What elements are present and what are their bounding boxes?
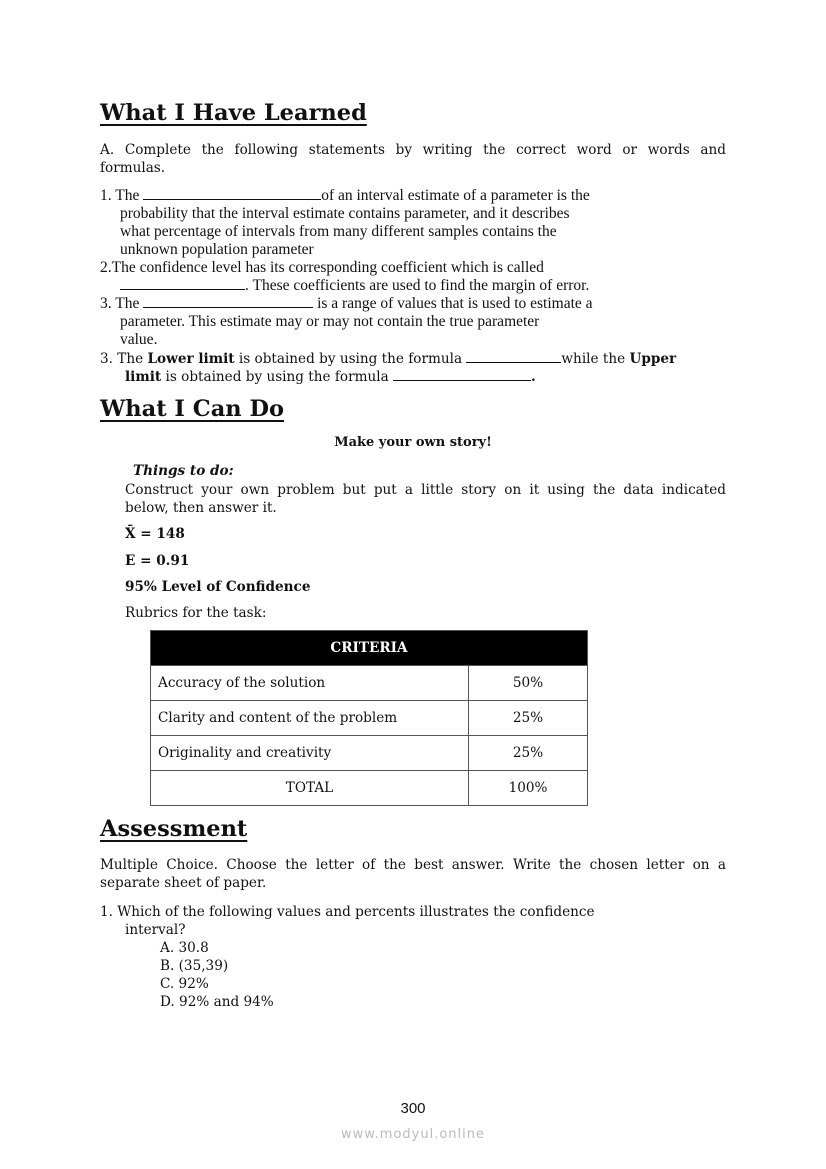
item-text: is a range of values that is used to estimate a — [317, 295, 593, 312]
table-row — [151, 701, 588, 736]
item-2-line — [120, 277, 589, 295]
instruction-line: separate sheet of paper. — [100, 875, 267, 891]
item-number: 3. The — [100, 351, 144, 367]
item-text: is obtained by using the formula — [165, 369, 389, 385]
total-cell: TOTAL — [151, 771, 469, 806]
item-4-line — [125, 368, 536, 385]
table-header: CRITERIA — [151, 631, 588, 666]
period: . — [531, 369, 536, 385]
margin-of-error-value: E = 0.91 — [125, 553, 190, 569]
subtitle: Make your own story! — [334, 435, 492, 450]
question-1: interval? — [125, 922, 186, 938]
instruction-line: Multiple Choice. Choose the letter of the best answer. Write the chosen letter on a — [100, 857, 726, 873]
item-3-line — [100, 295, 593, 313]
table-row — [151, 736, 588, 771]
instruction-line: A. Complete the following statements by writing the correct word or words and — [100, 142, 726, 158]
section-title-what-i-have-learned: What I Have Learned — [100, 100, 367, 126]
criterion-cell: Accuracy of the solution — [151, 666, 469, 701]
item-3-line: parameter. This estimate may or may not contain the true parameter — [120, 313, 540, 330]
weight-cell: 25% — [469, 736, 588, 771]
instruction-line: below, then answer it. — [125, 500, 277, 516]
item-text: is obtained by using the formula — [238, 351, 463, 367]
mean-value: X̄ = 148 — [125, 526, 185, 542]
rubrics-table — [150, 630, 588, 806]
item-2-line: 2.The confidence level has its corresponding coefficient which is called — [100, 259, 544, 276]
section-title-assessment: Assessment — [100, 816, 248, 842]
rubrics-label: Rubrics for the task: — [125, 605, 267, 621]
question-1: 1. Which of the following values and percents illustrates the confidence — [100, 904, 595, 920]
item-number: 3. The — [100, 295, 140, 312]
answer-blank — [143, 187, 321, 200]
confidence-level: 95% Level of Confidence — [125, 579, 311, 595]
criterion-cell: Clarity and content of the problem — [151, 701, 469, 736]
option-d: D. 92% and 94% — [160, 994, 274, 1010]
item-4-line — [100, 350, 676, 367]
option-c: C. 92% — [160, 976, 209, 992]
item-text: . These coefficients are used to find the margin of error. — [245, 277, 590, 294]
bold-term: limit — [125, 369, 162, 385]
bold-term: Upper — [629, 351, 677, 367]
item-3-line: value. — [120, 331, 158, 348]
answer-blank — [120, 277, 245, 290]
item-1-line: unknown population parameter — [120, 241, 314, 258]
weight-cell: 50% — [469, 666, 588, 701]
section-title-what-i-can-do: What I Can Do — [100, 396, 284, 422]
answer-blank — [143, 295, 313, 308]
answer-blank — [393, 368, 531, 381]
table-row — [151, 771, 588, 806]
bold-term: Lower limit — [147, 351, 235, 367]
item-1-line — [100, 187, 590, 205]
table-row — [151, 666, 588, 701]
option-b: B. (35,39) — [160, 958, 229, 974]
things-to-do-label: Things to do: — [133, 463, 234, 479]
answer-blank — [466, 350, 561, 363]
watermark: www.modyul.online — [340, 1127, 486, 1142]
item-number: 1. The — [100, 187, 140, 204]
item-1-line: what percentage of intervals from many different samples contains the — [120, 223, 557, 240]
weight-cell: 100% — [469, 771, 588, 806]
item-1-line: probability that the interval estimate contains parameter, and it describes — [120, 205, 570, 222]
item-text: while the — [561, 351, 626, 367]
instruction-line: formulas. — [100, 160, 166, 176]
weight-cell: 25% — [469, 701, 588, 736]
instruction-line: Construct your own problem but put a little story on it using the data indicated — [125, 482, 726, 498]
page-number: 300 — [400, 1100, 426, 1117]
criterion-cell: Originality and creativity — [151, 736, 469, 771]
option-a: A. 30.8 — [160, 940, 209, 956]
item-text: of an interval estimate of a parameter is the — [321, 187, 590, 204]
